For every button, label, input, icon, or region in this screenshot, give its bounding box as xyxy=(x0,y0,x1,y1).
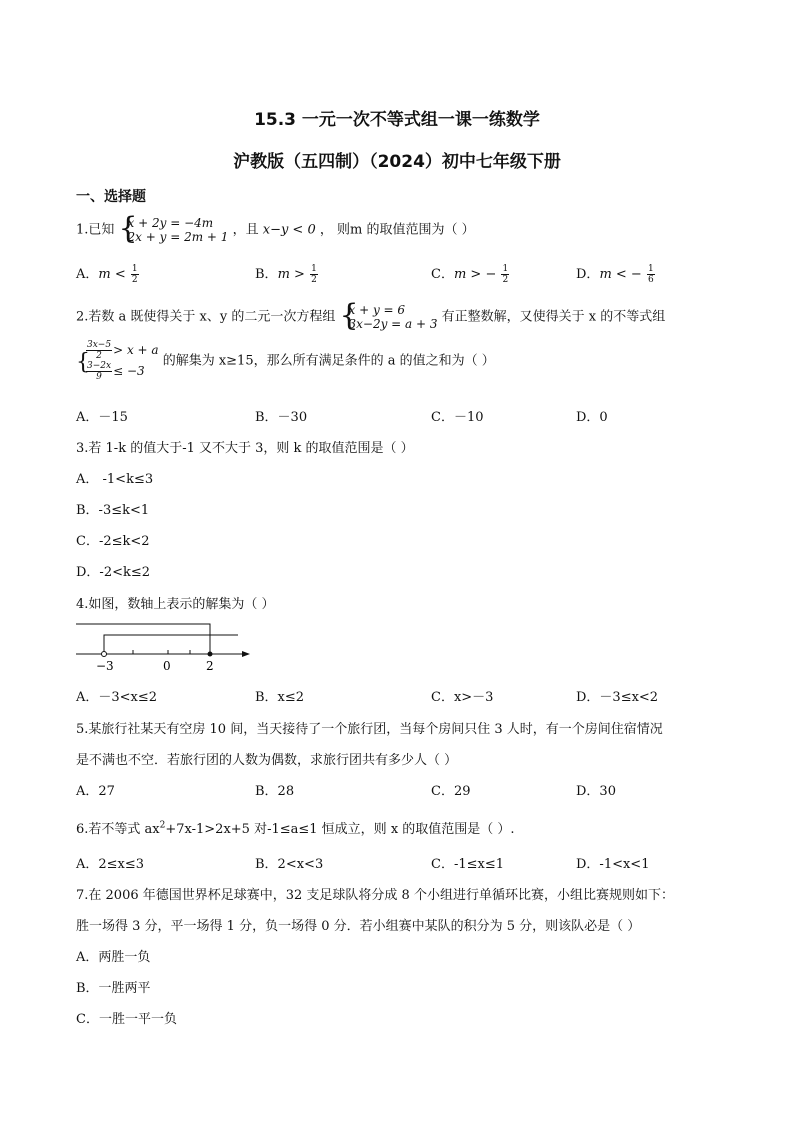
brace-glyph: { xyxy=(76,350,90,375)
q2-suffix: 有正整数解，又使得关于 x 的不等式组 xyxy=(441,309,666,325)
question-5-stem: 5.某旅行社某天有空房 10 间，当天接待了一个旅行团，当每个房间只住 3 人时，有一个房间住宿情况 xyxy=(76,722,663,737)
q3-option-a[interactable]: A． -1<k≤3 xyxy=(76,472,154,487)
tick-label-2: 2 xyxy=(206,659,214,673)
q1-condition: x−y < 0 xyxy=(262,222,316,238)
option-letter: A． xyxy=(76,267,99,282)
q7-option-b[interactable]: B．一胜两平 xyxy=(76,981,151,996)
q1-equation-2: 2x + y = 2m + 1 xyxy=(127,230,229,244)
question-6-stem xyxy=(76,818,515,837)
q2-option-a[interactable]: A．－15 xyxy=(76,410,128,425)
range-line-left xyxy=(76,624,210,654)
q2-stem2: 的解集为 x≥15，那么所有满足条件的 a 的值之和为（ ） xyxy=(162,353,495,369)
question-7-stem-line2: 胜一场得 3 分，平一场得 1 分，负一场得 0 分．若小组赛中某队的积分为 5 分，则该队必是（ ） xyxy=(76,919,641,934)
inequality-rest: > x + a xyxy=(113,343,159,357)
q1-option-d[interactable] xyxy=(576,263,656,285)
question-1-stem xyxy=(76,211,475,246)
q6-exponent: 2 xyxy=(159,820,166,831)
q4-option-d[interactable]: D．－3≤x<2 xyxy=(576,690,659,705)
open-point xyxy=(102,652,107,657)
q6-option-a[interactable]: A．2≤x≤3 xyxy=(76,857,145,872)
q6-stem-a: 6.若不等式 ax xyxy=(76,822,160,837)
closed-point xyxy=(208,652,213,657)
q5-option-b[interactable]: B．28 xyxy=(255,784,295,799)
range-line-right xyxy=(104,635,238,654)
number-line-figure xyxy=(70,612,260,674)
option-letter: C． xyxy=(431,267,454,282)
q2-option-d[interactable]: D．0 xyxy=(576,410,608,425)
denominator: 2 xyxy=(502,275,509,285)
question-2-stem xyxy=(76,298,666,333)
tick-label-0: 0 xyxy=(163,659,171,673)
q2-inequality-2 xyxy=(85,361,159,382)
page-title: 15.3 一元一次不等式组一课一练数学 xyxy=(254,110,540,130)
denominator: 2 xyxy=(96,351,102,361)
q1-equation-1: x + 2y = −4m xyxy=(127,216,214,230)
q7-option-c[interactable]: C．一胜一平一负 xyxy=(76,1012,177,1027)
q5-option-c[interactable]: C．29 xyxy=(431,784,471,799)
q5-option-d[interactable]: D．30 xyxy=(576,784,616,799)
numerator: 1 xyxy=(647,264,654,274)
q4-option-a[interactable]: A．－3<x≤2 xyxy=(76,690,158,705)
denominator: 9 xyxy=(96,372,102,382)
q1-option-a[interactable] xyxy=(76,263,140,285)
brace-glyph: { xyxy=(339,298,359,333)
arrow-icon xyxy=(242,651,250,657)
q2-equation-system xyxy=(339,298,438,333)
numerator: 1 xyxy=(131,264,138,274)
q1-equation-system xyxy=(118,211,229,246)
numerator: 1 xyxy=(311,264,317,274)
q6-option-c[interactable]: C．-1≤x≤1 xyxy=(431,857,504,872)
q5-option-a[interactable]: A．27 xyxy=(76,784,115,799)
section-heading: 一、选择题 xyxy=(76,189,146,205)
q1-option-b[interactable] xyxy=(255,263,319,285)
q3-option-d[interactable]: D．-2<k≤2 xyxy=(76,565,151,580)
q2-equation-2: 3x−2y = a + 3 xyxy=(348,317,438,331)
brace-glyph: { xyxy=(118,211,138,246)
option-math: m < − xyxy=(599,267,642,282)
question-5-stem-line2: 是不满也不空．若旅行团的人数为偶数，求旅行团共有多少人（ ） xyxy=(76,753,458,768)
option-letter: B． xyxy=(255,267,278,282)
q4-option-b[interactable]: B．x≤2 xyxy=(255,690,305,705)
fraction xyxy=(647,264,655,285)
fraction xyxy=(310,264,318,285)
question-3-stem: 3.若 1-k 的值大于-1 又不大于 3，则 k 的取值范围是（ ） xyxy=(76,441,414,456)
q3-option-b[interactable]: B．-3≤k<1 xyxy=(76,503,150,518)
q1-suffix: ， 则m 的取值范围为（ ） xyxy=(319,222,475,238)
numerator: 1 xyxy=(502,264,509,274)
inequality-rest: ≤ −3 xyxy=(113,364,145,378)
q7-option-a[interactable]: A．两胜一负 xyxy=(76,950,151,965)
q3-option-c[interactable]: C．-2≤k<2 xyxy=(76,534,150,549)
option-math: m < xyxy=(98,267,126,282)
q1-mid: ，且 xyxy=(232,222,259,238)
q2-prefix: 2.若数 a 既使得关于 x、y 的二元一次方程组 xyxy=(76,309,336,325)
q2-inequality-1 xyxy=(85,340,159,361)
q2-option-c[interactable]: C．－10 xyxy=(431,410,484,425)
fraction xyxy=(501,264,509,285)
question-2-stem-line2 xyxy=(76,340,495,382)
option-math: m > xyxy=(277,267,305,282)
numerator: 3−2x xyxy=(87,361,112,371)
q2-inequality-system xyxy=(76,340,159,382)
page-subtitle: 沪教版（五四制）（2024）初中七年级下册 xyxy=(233,152,561,172)
q6-option-d[interactable]: D．-1<x<1 xyxy=(576,857,650,872)
tick-label-minus3: −3 xyxy=(96,659,114,673)
numerator: 3x−5 xyxy=(87,340,112,350)
denominator: 2 xyxy=(311,275,317,285)
q1-prefix: 1.已知 xyxy=(76,222,115,238)
question-4-stem: 4.如图，数轴上表示的解集为（ ） xyxy=(76,597,275,612)
q4-option-c[interactable]: C．x>－3 xyxy=(431,690,494,705)
question-7-stem: 7.在 2006 年德国世界杯足球赛中，32 支足球队将分成 8 个小组进行单循环比赛，小组比赛规则如下： xyxy=(76,888,674,903)
q6-stem-b: +7x-1>2x+5 对-1≤a≤1 恒成立，则 x 的取值范围是（ ）. xyxy=(165,822,515,837)
fraction xyxy=(131,264,139,285)
q2-equation-1: x + y = 6 xyxy=(348,303,406,317)
q2-option-b[interactable]: B．－30 xyxy=(255,410,308,425)
option-letter: D． xyxy=(576,267,600,282)
denominator: 2 xyxy=(131,275,138,285)
option-math: m > − xyxy=(453,267,497,282)
q6-option-b[interactable]: B．2<x<3 xyxy=(255,857,324,872)
q1-option-c[interactable] xyxy=(431,263,510,285)
denominator: 6 xyxy=(647,275,654,285)
